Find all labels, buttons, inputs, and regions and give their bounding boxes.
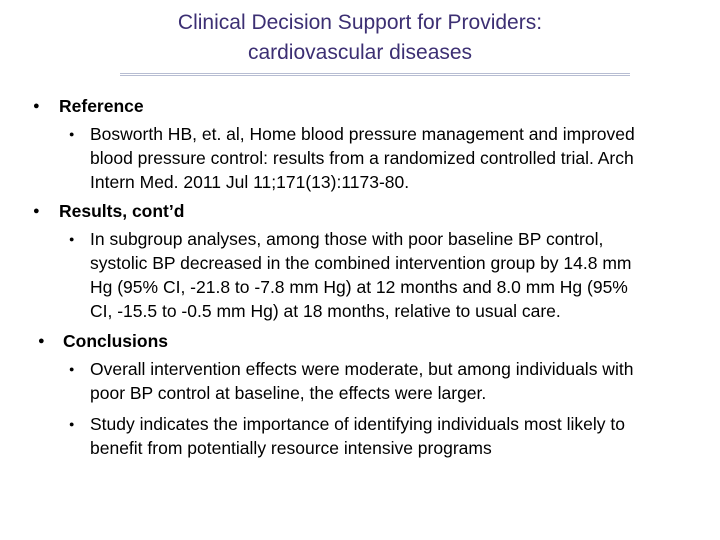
results-line: Hg (95% CI, -21.8 to -7.8 mm Hg) at 12 months and 8.0 mm Hg (95% [90, 277, 628, 297]
conclusions-line: benefit from potentially resource intensive programs [90, 438, 492, 458]
reference-line: Intern Med. 2011 Jul 11;171(13):1173-80. [90, 172, 410, 192]
section-heading-reference: Reference [59, 96, 144, 116]
sub-bullet-dot-icon: ● [69, 364, 75, 374]
results-line: In subgroup analyses, among those with poor baseline BP control, [90, 229, 604, 249]
sub-bullet-dot-icon: ● [69, 234, 75, 244]
reference-line: blood pressure control: results from a randomized controlled trial. Arch [90, 148, 634, 168]
title-line-1: Clinical Decision Support for Providers: [177, 11, 543, 34]
sub-bullet-dot-icon: ● [69, 419, 75, 429]
conclusions-line: Overall intervention effects were moderate, but among individuals with [90, 359, 634, 379]
conclusions-line: Study indicates the importance of identifying individuals most likely to [90, 414, 625, 434]
slide-title [0, 8, 720, 68]
results-line: CI, -15.5 to -0.5 mm Hg) at 18 months, relative to usual care. [90, 301, 561, 321]
results-line: systolic BP decreased in the combined intervention group by 14.8 mm [90, 253, 632, 273]
bullet-dot-icon: ● [33, 100, 40, 112]
section-heading-conclusions: Conclusions [63, 331, 169, 351]
sub-bullet-dot-icon: ● [69, 129, 75, 139]
bullet-dot-icon: ● [33, 205, 40, 217]
conclusions-line: poor BP control at baseline, the effects were larger. [90, 383, 487, 403]
bullet-dot-icon: ● [38, 335, 45, 347]
section-heading-results: Results, cont’d [59, 201, 185, 221]
title-divider [120, 73, 630, 76]
reference-line: Bosworth HB, et. al, Home blood pressure management and improved [90, 124, 635, 144]
title-line-2: cardiovascular diseases [247, 41, 473, 64]
